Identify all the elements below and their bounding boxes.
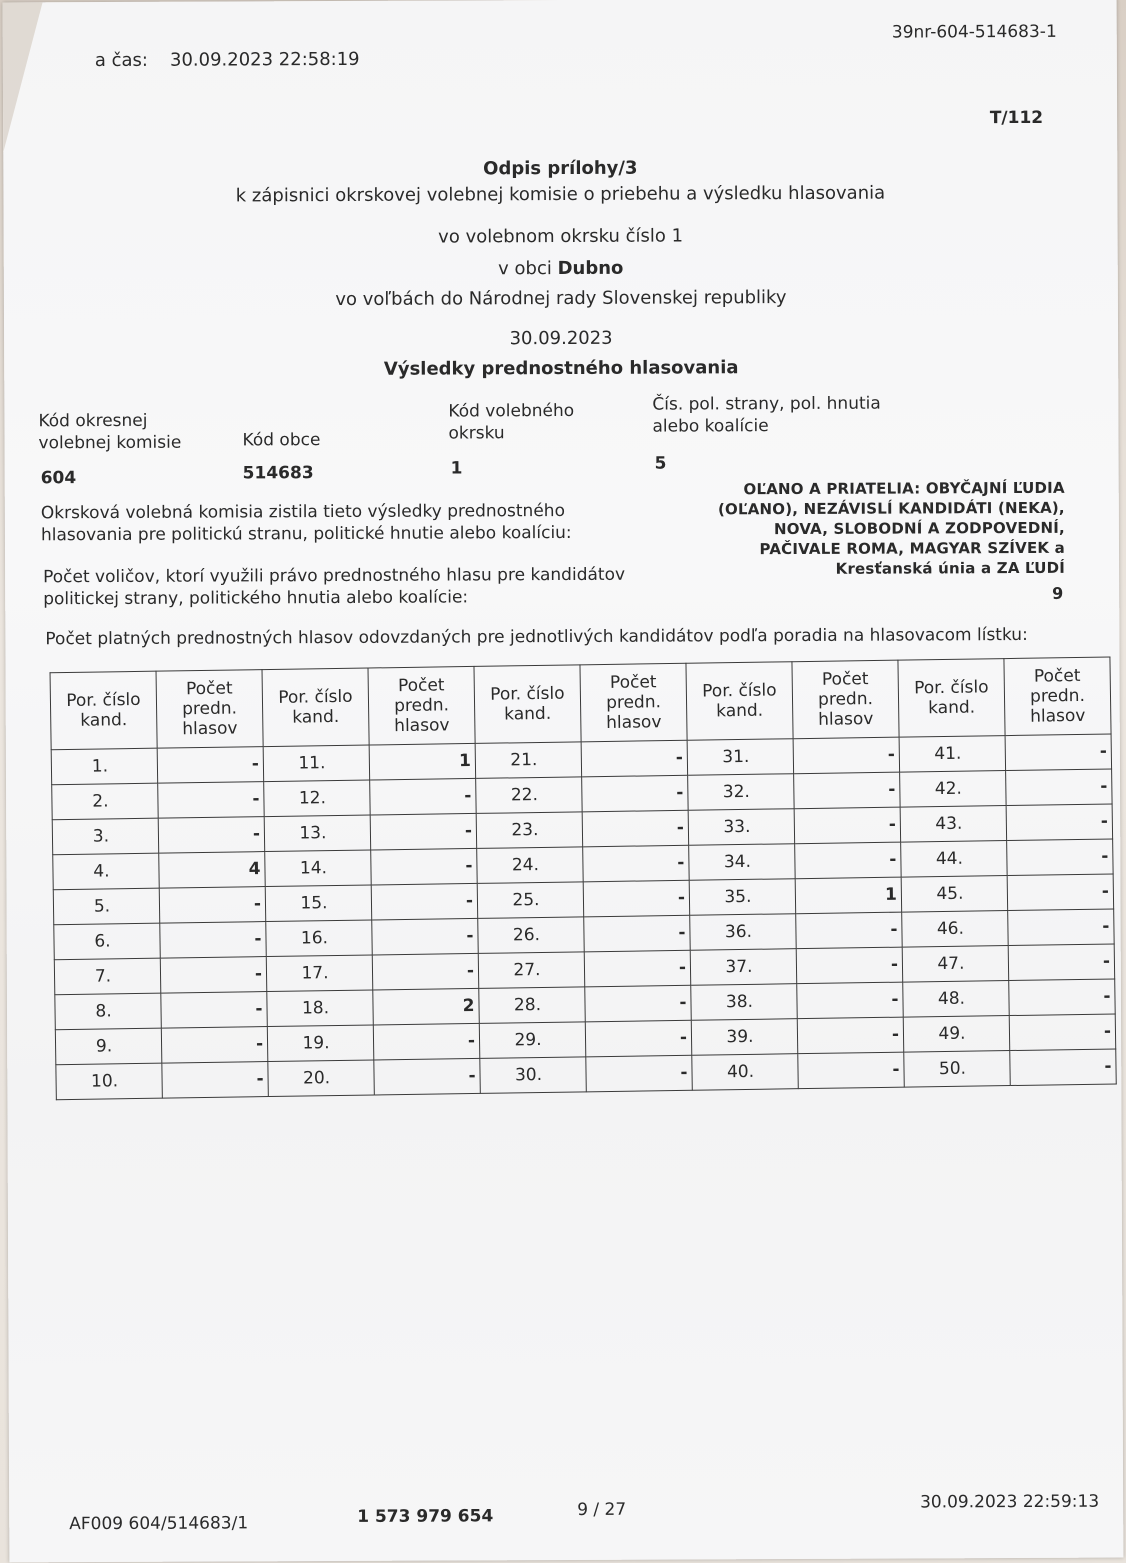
party-name-line: Kresťanská únia a ZA ĽUDÍ: [835, 558, 1066, 578]
preference-votes-cell: -: [583, 845, 690, 882]
preference-votes-cell: -: [158, 782, 265, 819]
preference-votes-cell: -: [374, 1058, 481, 1095]
preference-votes-cell: 1: [369, 743, 476, 780]
preference-votes-cell: -: [795, 842, 902, 879]
preference-votes-cell: -: [582, 775, 689, 812]
candidate-number-cell: 29.: [479, 1022, 586, 1059]
preference-votes-cell: -: [581, 740, 688, 777]
preference-votes-cell: -: [1006, 769, 1113, 806]
column-header-hlas: Počet predn. hlasov: [156, 670, 263, 749]
candidate-number-cell: 27.: [478, 952, 585, 989]
preference-votes-cell: -: [161, 992, 268, 1029]
candidate-number-cell: 35.: [689, 879, 796, 916]
doc-title: Odpis prílohy/3: [483, 157, 638, 180]
preference-votes-cell: -: [372, 953, 479, 990]
party-name-line: (OĽANO), NEZÁVISLÍ KANDIDÁTI (NEKA),: [717, 498, 1065, 519]
candidate-number-cell: 8.: [55, 993, 162, 1030]
district-code-value: 604: [40, 468, 77, 489]
candidate-number-cell: 15.: [265, 885, 372, 922]
preference-votes-cell: -: [1008, 944, 1115, 981]
page-fold-corner: [3, 2, 44, 152]
precinct-code-label: Kód volebného okrsku: [448, 400, 575, 444]
candidate-number-cell: 49.: [903, 1016, 1010, 1053]
preference-votes-cell: -: [586, 1055, 693, 1092]
table-caption: Počet platných prednostných hlasov odovzdaných pre jednotlivých kandidátov podľa poradia na hlasovacom lístku:: [45, 624, 1028, 650]
candidate-number-cell: 45.: [901, 876, 1008, 913]
preference-votes-cell: -: [161, 1027, 268, 1064]
candidate-number-cell: 7.: [54, 958, 161, 995]
preference-votes-cell: -: [159, 887, 266, 924]
preference-votes-cell: 4: [159, 852, 266, 889]
preference-votes-cell: -: [584, 915, 691, 952]
preference-votes-cell: -: [1005, 734, 1112, 771]
candidate-number-cell: 50.: [904, 1051, 1011, 1088]
preference-votes-cell: -: [371, 848, 478, 885]
candidate-number-cell: 36.: [690, 914, 797, 951]
candidate-number-cell: 23.: [476, 812, 583, 849]
preference-votes-cell: -: [797, 1017, 904, 1054]
column-header-hlas: Počet predn. hlasov: [1004, 657, 1111, 736]
results-heading: Výsledky prednostného hlasovania: [383, 357, 739, 380]
preference-votes-cell: -: [160, 922, 267, 959]
candidate-number-cell: 30.: [480, 1057, 587, 1094]
preference-votes-cell: -: [160, 957, 267, 994]
voters-count-label: Počet voličov, ktorí využili právo prednostného hlasu pre kandidátov politickej strany, politického hnutia alebo koalície:: [43, 564, 626, 610]
preference-votes-cell: -: [796, 947, 903, 984]
preference-votes-cell: -: [797, 982, 904, 1019]
column-header-kand: Por. číslo kand.: [686, 662, 793, 741]
candidate-number-cell: 18.: [267, 990, 374, 1027]
document-page: [3, 0, 1124, 1562]
candidate-number-cell: 13.: [264, 815, 371, 852]
preference-votes-cell: -: [370, 813, 477, 850]
candidate-number-cell: 14.: [265, 850, 372, 887]
column-header-kand: Por. číslo kand.: [474, 665, 581, 744]
preference-votes-cell: -: [1007, 874, 1114, 911]
candidate-number-cell: 33.: [688, 809, 795, 846]
header-datetime: [95, 49, 360, 71]
candidate-number-cell: 37.: [690, 949, 797, 986]
candidate-number-cell: 41.: [899, 736, 1006, 773]
table-body: [51, 734, 1116, 1100]
precinct-line: vo volebnom okrsku číslo 1: [438, 225, 684, 248]
column-header-kand: Por. číslo kand.: [262, 668, 369, 747]
candidate-number-cell: 17.: [266, 955, 373, 992]
election-line: vo voľbách do Národnej rady Slovenskej republiky: [335, 287, 787, 310]
town-code-value: 514683: [242, 463, 314, 484]
column-header-hlas: Počet predn. hlasov: [368, 666, 475, 745]
footer-form-ref: AF009 604/514683/1: [69, 1513, 249, 1535]
candidate-number-cell: 4.: [53, 853, 160, 890]
party-number-label: Čís. pol. strany, pol. hnutia alebo koalície: [652, 393, 881, 437]
candidate-number-cell: 21.: [475, 742, 582, 779]
preference-votes-cell: -: [796, 912, 903, 949]
candidate-number-cell: 25.: [477, 882, 584, 919]
candidate-number-cell: 42.: [900, 771, 1007, 808]
column-header-hlas: Počet predn. hlasov: [792, 660, 899, 739]
preference-votes-cell: -: [373, 1023, 480, 1060]
footer-timestamp: 30.09.2023 22:59:13: [920, 1491, 1100, 1513]
preference-votes-cell: -: [1009, 979, 1116, 1016]
column-header-hlas: Počet predn. hlasov: [580, 663, 687, 742]
election-date: 30.09.2023: [509, 327, 613, 350]
candidate-number-cell: 22.: [476, 777, 583, 814]
header-date-label: a čas:: [94, 49, 149, 72]
preference-votes-cell: -: [1009, 1014, 1116, 1051]
town-name: Dubno: [557, 257, 624, 280]
preference-votes-cell: -: [1010, 1049, 1117, 1086]
candidate-number-cell: 43.: [900, 806, 1007, 843]
candidate-number-cell: 28.: [479, 987, 586, 1024]
candidate-number-cell: 1.: [51, 748, 158, 785]
candidate-number-cell: 20.: [268, 1060, 375, 1097]
candidate-number-cell: 12.: [264, 780, 371, 817]
candidate-number-cell: 34.: [689, 844, 796, 881]
district-code-label: Kód okresnej volebnej komisie: [38, 410, 182, 454]
precinct-code-value: 1: [450, 458, 463, 479]
preference-votes-cell: -: [582, 810, 689, 847]
preference-votes-cell: -: [370, 778, 477, 815]
doc-subtitle: k zápisnici okrskovej volebnej komisie o priebehu a výsledku hlasovania: [235, 182, 886, 207]
candidate-number-cell: 32.: [688, 774, 795, 811]
preference-votes-cell: -: [794, 807, 901, 844]
document-id: 39nr-604-514683-1: [891, 21, 1057, 43]
party-name: [645, 478, 1065, 580]
preference-votes-cell: -: [794, 772, 901, 809]
preference-votes-cell: -: [798, 1052, 905, 1089]
candidate-number-cell: 39.: [691, 1019, 798, 1056]
town-code-label: Kód obce: [242, 430, 321, 451]
candidate-number-cell: 11.: [263, 745, 370, 782]
footer-number: 1 573 979 654: [357, 1506, 494, 1527]
preference-votes-cell: -: [162, 1062, 269, 1099]
candidate-number-cell: 16.: [266, 920, 373, 957]
preference-votes-cell: -: [585, 1020, 692, 1057]
form-code: T/112: [989, 107, 1044, 129]
preference-votes-cell: -: [585, 985, 692, 1022]
preference-votes-cell: -: [584, 950, 691, 987]
preference-votes-cell: -: [583, 880, 690, 917]
candidate-number-cell: 38.: [691, 984, 798, 1021]
voters-count-value: 9: [1052, 583, 1064, 603]
preference-votes-cell: -: [371, 883, 478, 920]
candidate-number-cell: 48.: [903, 981, 1010, 1018]
preference-votes-cell: -: [1007, 839, 1114, 876]
declaration-text: Okrsková volebná komisia zistila tieto výsledky prednostného hlasovania pre politickú stranu, politické hnutie alebo koalíciu:: [40, 500, 572, 546]
candidate-number-cell: 47.: [902, 946, 1009, 983]
preference-votes-cell: -: [157, 747, 264, 784]
candidate-number-cell: 46.: [902, 911, 1009, 948]
header-date-value: 30.09.2023 22:58:19: [169, 48, 360, 71]
candidate-number-cell: 5.: [53, 888, 160, 925]
preference-votes-cell: 2: [373, 988, 480, 1025]
preference-votes-cell: -: [158, 817, 265, 854]
candidate-number-cell: 44.: [901, 841, 1008, 878]
footer-page: 9 / 27: [577, 1499, 627, 1520]
party-name-line: OĽANO A PRIATELIA: OBYČAJNÍ ĽUDIA: [743, 478, 1065, 499]
preference-votes-cell: -: [1006, 804, 1113, 841]
party-number-value: 5: [654, 453, 667, 474]
town-prefix: v obci: [498, 258, 558, 280]
candidate-number-cell: 26.: [478, 917, 585, 954]
preference-votes-cell: -: [1008, 909, 1115, 946]
candidate-number-cell: 9.: [55, 1028, 162, 1065]
party-name-line: PAČIVALE ROMA, MAGYAR SZÍVEK a: [759, 538, 1066, 559]
candidate-number-cell: 3.: [52, 818, 159, 855]
preference-votes-cell: -: [793, 737, 900, 774]
column-header-kand: Por. číslo kand.: [898, 659, 1005, 738]
candidate-number-cell: 10.: [56, 1063, 163, 1100]
town-line: [4, 256, 1118, 282]
candidate-number-cell: 31.: [687, 739, 794, 776]
candidate-number-cell: 19.: [267, 1025, 374, 1062]
column-header-kand: Por. číslo kand.: [50, 671, 157, 750]
preference-votes-table: [50, 656, 1117, 1100]
candidate-number-cell: 40.: [692, 1054, 799, 1091]
candidate-number-cell: 24.: [477, 847, 584, 884]
party-name-line: NOVA, SLOBODNÍ A ZODPOVEDNÍ,: [773, 518, 1065, 539]
preference-votes-cell: 1: [795, 877, 902, 914]
candidate-number-cell: 6.: [54, 923, 161, 960]
candidate-number-cell: 2.: [52, 783, 159, 820]
preference-votes-cell: -: [372, 918, 479, 955]
